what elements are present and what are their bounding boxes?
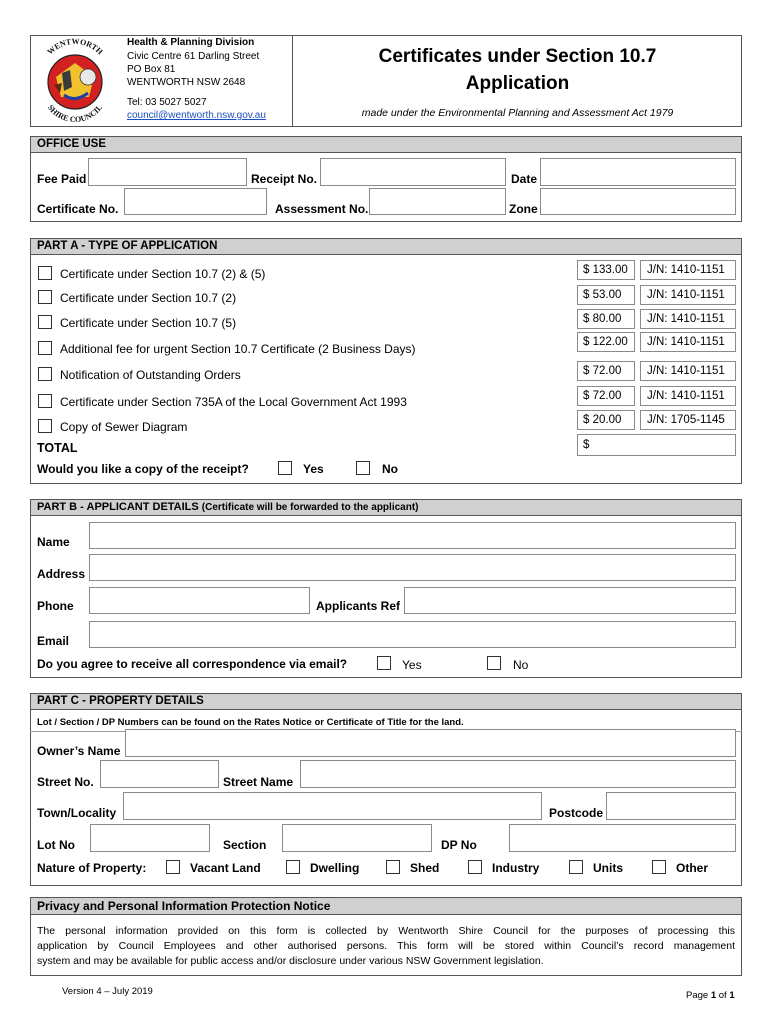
email-yes-checkbox[interactable] — [377, 656, 391, 670]
street-name-label: Street Name — [223, 775, 294, 789]
job-number: J/N: 1410-1151 — [640, 361, 736, 381]
email-label: Email — [37, 634, 70, 648]
date-label: Date — [511, 172, 538, 186]
section-field[interactable] — [282, 824, 432, 852]
logo-text-top: WENTWORTH — [45, 37, 105, 57]
applicants-ref-field[interactable] — [404, 587, 736, 614]
option-checkbox[interactable] — [38, 419, 52, 433]
option-checkbox[interactable] — [38, 315, 52, 329]
page-total: 1 — [729, 990, 735, 1001]
owners-name-field[interactable] — [125, 729, 736, 757]
town-field[interactable] — [123, 792, 542, 820]
units-checkbox[interactable] — [569, 860, 583, 874]
address-line-2: PO Box 81 — [127, 64, 176, 75]
fee-paid-label: Fee Paid — [37, 172, 87, 186]
job-number: J/N: 1410-1151 — [640, 386, 736, 406]
division-name: Health & Planning Division — [127, 37, 255, 48]
date-field[interactable] — [540, 158, 736, 186]
name-label: Name — [37, 535, 70, 549]
shed-label: Shed — [410, 861, 440, 875]
fee-amount: $ 20.00 — [577, 410, 635, 430]
receipt-no-field[interactable] — [320, 158, 506, 186]
receipt-yes-checkbox[interactable] — [278, 461, 292, 475]
lot-no-label: Lot No — [37, 838, 75, 852]
dwelling-label: Dwelling — [310, 861, 360, 875]
option-checkbox[interactable] — [38, 394, 52, 408]
address-label: Address — [37, 567, 86, 581]
property-note: Lot / Section / DP Numbers can be found on the Rates Notice or Certificate of Title for the land. — [37, 717, 464, 728]
part-b-note: (Certificate will be forwarded to the applicant) — [201, 502, 419, 513]
zone-label: Zone — [509, 202, 538, 216]
part-a-heading: PART A - TYPE OF APPLICATION — [30, 238, 742, 255]
street-no-field[interactable] — [100, 760, 219, 788]
job-number: J/N: 1410-1151 — [640, 260, 736, 280]
privacy-line-2: application by Council Employees and other authorised persons. This form will be stored within Council’s record management — [37, 940, 735, 952]
option-label: Additional fee for urgent Section 10.7 Certificate (2 Business Days) — [60, 342, 416, 356]
page-of: of — [718, 990, 727, 1001]
job-number: J/N: 1410-1151 — [640, 309, 736, 329]
fee-amount: $ 72.00 — [577, 386, 635, 406]
name-field[interactable] — [89, 522, 736, 549]
applicants-ref-label: Applicants Ref — [316, 599, 401, 613]
email-link[interactable]: council@wentworth.nsw.gov.au — [127, 110, 266, 121]
shed-checkbox[interactable] — [386, 860, 400, 874]
assessment-no-field[interactable] — [369, 188, 506, 215]
other-checkbox[interactable] — [652, 860, 666, 874]
address-field[interactable] — [89, 554, 736, 581]
option-checkbox[interactable] — [38, 266, 52, 280]
page-number — [686, 990, 735, 1001]
email-question: Do you agree to receive all correspondence via email? — [37, 657, 348, 671]
version-text: Version 4 – July 2019 — [62, 986, 153, 997]
privacy-line-3: system and may be available for public access and/or disclosure under various NSW Government legislation. — [37, 955, 544, 967]
fee-amount: $ 53.00 — [577, 285, 635, 305]
option-label: Copy of Sewer Diagram — [60, 420, 188, 434]
zone-field[interactable] — [540, 188, 736, 215]
industry-checkbox[interactable] — [468, 860, 482, 874]
certificate-no-field[interactable] — [124, 188, 267, 215]
town-label: Town/Locality — [37, 806, 117, 820]
page-prefix: Page — [686, 990, 709, 1001]
street-name-field[interactable] — [300, 760, 736, 788]
option-label: Certificate under Section 10.7 (2) & (5) — [60, 267, 266, 281]
street-no-label: Street No. — [37, 775, 94, 789]
form-subtitle: made under the Environmental Planning and Assessment Act 1979 — [361, 107, 674, 119]
job-number: J/N: 1410-1151 — [640, 332, 736, 352]
dwelling-checkbox[interactable] — [286, 860, 300, 874]
units-label: Units — [593, 861, 623, 875]
part-b-heading — [30, 499, 742, 516]
option-label: Notification of Outstanding Orders — [60, 368, 241, 382]
email-field[interactable] — [89, 621, 736, 648]
fee-paid-field[interactable] — [88, 158, 247, 186]
fee-amount: $ 80.00 — [577, 309, 635, 329]
option-label: Certificate under Section 10.7 (2) — [60, 291, 237, 305]
vacant-land-label: Vacant Land — [190, 861, 261, 875]
lot-no-field[interactable] — [90, 824, 210, 852]
option-checkbox[interactable] — [38, 367, 52, 381]
address-line-1: Civic Centre 61 Darling Street — [127, 51, 260, 62]
receipt-no-label: No — [382, 462, 398, 476]
industry-label: Industry — [492, 861, 540, 875]
form-title-line2: Application — [465, 73, 570, 94]
nature-label: Nature of Property: — [37, 861, 147, 875]
postcode-field[interactable] — [606, 792, 736, 820]
form-title-line1: Certificates under Section 10.7 — [378, 46, 657, 67]
receipt-no-label: Receipt No. — [251, 172, 318, 186]
privacy-line-1: The personal information provided on this form is collected by Wentworth Shire Council for the purposes of processing this — [37, 925, 735, 937]
job-number: J/N: 1705-1145 — [640, 410, 736, 430]
logo-text-bottom: SHIRE COUNCIL — [45, 103, 105, 123]
phone-label: Phone — [37, 599, 74, 613]
part-b-title: PART B - APPLICANT DETAILS — [37, 501, 199, 513]
certificate-no-label: Certificate No. — [37, 202, 119, 216]
option-checkbox[interactable] — [38, 341, 52, 355]
total-label: TOTAL — [37, 441, 78, 455]
owners-name-label: Owner’s Name — [37, 744, 121, 758]
postcode-label: Postcode — [549, 806, 604, 820]
email-no-label: No — [513, 658, 529, 672]
dp-no-label: DP No — [441, 838, 477, 852]
option-label: Certificate under Section 735A of the Local Government Act 1993 — [60, 395, 407, 409]
part-c-heading: PART C - PROPERTY DETAILS — [30, 693, 742, 710]
council-logo — [34, 37, 116, 123]
privacy-heading: Privacy and Personal Information Protection Notice — [30, 897, 742, 915]
job-number: J/N: 1410-1151 — [640, 285, 736, 305]
fee-amount: $ 133.00 — [577, 260, 635, 280]
receipt-yes-label: Yes — [303, 462, 324, 476]
phone-number: Tel: 03 5027 5027 — [127, 97, 207, 108]
email-no-checkbox[interactable] — [487, 656, 501, 670]
receipt-question: Would you like a copy of the receipt? — [37, 462, 249, 476]
total-field[interactable]: $ — [577, 434, 736, 456]
vacant-land-checkbox[interactable] — [166, 860, 180, 874]
other-label: Other — [676, 861, 709, 875]
section-label: Section — [223, 838, 267, 852]
address-line-3: WENTWORTH NSW 2648 — [127, 77, 246, 88]
email-yes-label: Yes — [402, 658, 422, 672]
fee-amount: $ 72.00 — [577, 361, 635, 381]
dp-no-field[interactable] — [509, 824, 736, 852]
phone-field[interactable] — [89, 587, 310, 614]
fee-amount: $ 122.00 — [577, 332, 635, 352]
page-current: 1 — [710, 990, 717, 1001]
option-checkbox[interactable] — [38, 290, 52, 304]
office-use-heading: OFFICE USE — [30, 136, 742, 153]
assessment-no-label: Assessment No. — [275, 202, 369, 216]
option-label: Certificate under Section 10.7 (5) — [60, 316, 237, 330]
svg-text:WENTWORTH — [45, 37, 105, 57]
receipt-no-checkbox[interactable] — [356, 461, 370, 475]
